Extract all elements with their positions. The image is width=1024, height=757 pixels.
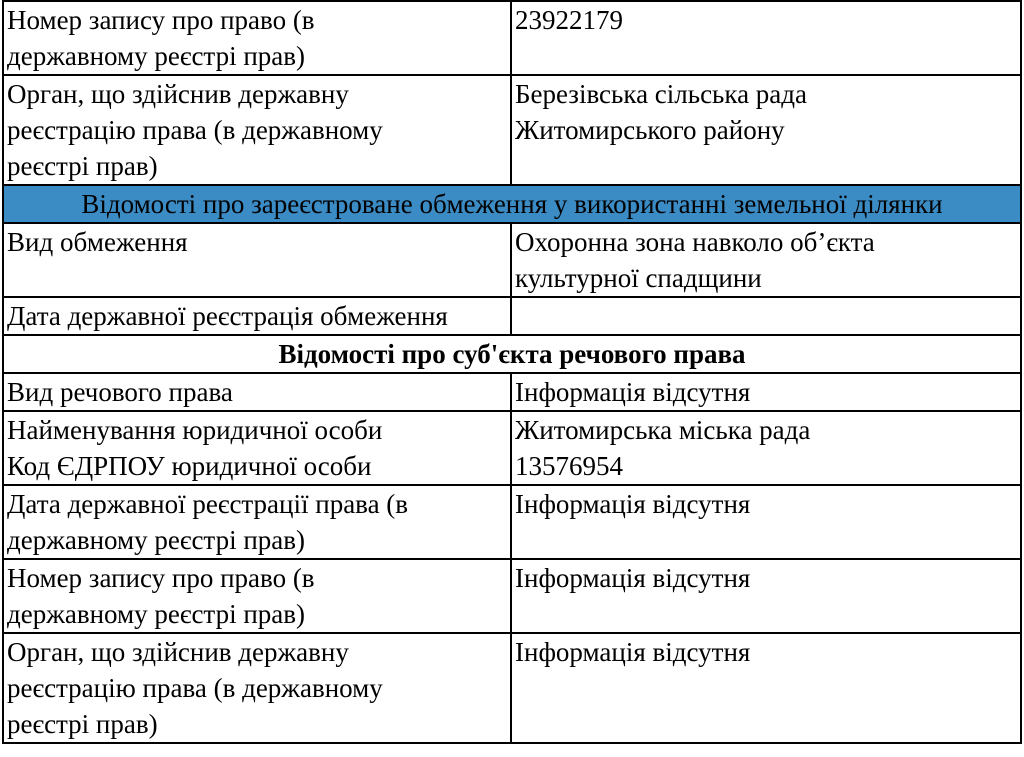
label-line: реєстрі прав)	[7, 151, 158, 181]
right-type-value: Інформація відсутня	[511, 373, 1021, 411]
table-row-legal-entity	[3, 411, 1021, 485]
label-line: реєстрацію права (в державному	[7, 673, 383, 703]
restriction-type-value	[511, 223, 1021, 297]
subject-record-number-label	[3, 559, 511, 633]
label-line: державному реєстрі прав)	[7, 525, 305, 555]
record-number-value: 23922179	[511, 1, 1021, 75]
table-row-registering-body	[3, 75, 1021, 185]
value-line: Охоронна зона навколо об’єкта	[515, 227, 875, 257]
label-line: Код ЄДРПОУ юридичної особи	[7, 451, 372, 481]
label-line: реєстрі прав)	[7, 709, 158, 739]
subject-section-title: Відомості про суб'єкта речового права	[3, 335, 1021, 373]
right-registration-date-value: Інформація відсутня	[511, 485, 1021, 559]
table-row-subject-registering-body	[3, 633, 1021, 743]
subject-registering-body-label	[3, 633, 511, 743]
subject-record-number-value: Інформація відсутня	[511, 559, 1021, 633]
table-row-right-type	[3, 373, 1021, 411]
land-registry-table	[2, 0, 1022, 744]
record-number-label	[3, 1, 511, 75]
label-line: реєстрацію права (в державному	[7, 115, 383, 145]
table-row-restriction-date	[3, 297, 1021, 335]
label-line: державному реєстрі прав)	[7, 41, 305, 71]
label-line: Орган, що здійснив державну	[7, 637, 349, 667]
table-row-restriction-type	[3, 223, 1021, 297]
table-row-subject-record-number	[3, 559, 1021, 633]
right-registration-date-label	[3, 485, 511, 559]
registering-body-label	[3, 75, 511, 185]
section-header-subject	[3, 335, 1021, 373]
legal-entity-value	[511, 411, 1021, 485]
table-row-record-number	[3, 1, 1021, 75]
value-line: Березівська сільська рада	[515, 79, 808, 109]
label-line: Найменування юридичної особи	[7, 415, 383, 445]
value-line: Житомирська міська рада	[515, 415, 811, 445]
registering-body-value	[511, 75, 1021, 185]
label-line: Дата державної реєстрації права (в	[7, 489, 409, 519]
restriction-section-title: Відомості про зареєстроване обмеження у використанні земельної ділянки	[3, 185, 1021, 223]
value-line: Житомирського району	[515, 115, 785, 145]
subject-registering-body-value: Інформація відсутня	[511, 633, 1021, 743]
section-header-restriction	[3, 185, 1021, 223]
label-line: державному реєстрі прав)	[7, 599, 305, 629]
restriction-type-label: Вид обмеження	[3, 223, 511, 297]
label-line: Орган, що здійснив державну	[7, 79, 349, 109]
label-line: Номер запису про право (в	[7, 563, 315, 593]
right-type-label: Вид речового права	[3, 373, 511, 411]
legal-entity-label	[3, 411, 511, 485]
value-line: 13576954	[515, 451, 623, 481]
label-line: Номер запису про право (в	[7, 5, 315, 35]
restriction-date-label: Дата державної реєстрація обмеження	[3, 297, 511, 335]
restriction-date-value	[511, 297, 1021, 335]
value-line: культурної спадщини	[515, 263, 762, 293]
table-row-right-registration-date	[3, 485, 1021, 559]
